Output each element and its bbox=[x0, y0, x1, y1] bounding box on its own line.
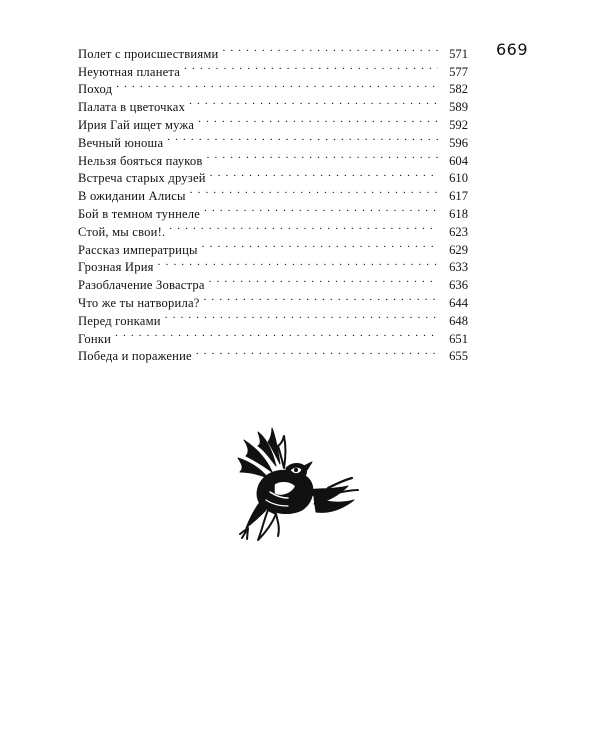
toc-entry-page: 604 bbox=[449, 153, 468, 168]
toc-entry-page: 582 bbox=[449, 82, 468, 97]
toc-entry-page: 589 bbox=[449, 100, 468, 115]
toc-entry bbox=[78, 325, 468, 346]
toc-entry-page: 623 bbox=[449, 224, 468, 239]
dot-leader bbox=[196, 343, 438, 361]
toc-entry-page: 648 bbox=[449, 313, 468, 328]
toc-entry-title: Ирия Гай ищет мужа bbox=[78, 117, 195, 132]
toc-entry bbox=[78, 40, 468, 61]
toc-entry-page: 651 bbox=[449, 331, 468, 346]
toc-entry-page: 655 bbox=[449, 349, 468, 364]
toc-entry-title: Стой, мы свои!. bbox=[78, 224, 166, 239]
toc-entry-page: 610 bbox=[449, 171, 468, 186]
toc-entry-page: 618 bbox=[449, 206, 468, 221]
toc-entry bbox=[78, 343, 468, 364]
toc-entry-title: Нельзя бояться пауков bbox=[78, 153, 203, 168]
dot-leader bbox=[169, 218, 438, 236]
toc-entry-title: В ожидании Алисы bbox=[78, 189, 186, 204]
dot-leader bbox=[115, 325, 438, 343]
toc-entry-title: Победа и поражение bbox=[78, 349, 192, 364]
toc-entry-title: Полет с происшествиями bbox=[78, 46, 219, 61]
toc-entry-title: Гонки bbox=[78, 331, 112, 346]
toc-entry-page: 617 bbox=[449, 189, 468, 204]
toc-entry bbox=[78, 93, 468, 115]
dot-leader bbox=[190, 182, 438, 200]
toc-entry-page: 592 bbox=[449, 117, 468, 132]
dot-leader bbox=[204, 289, 438, 307]
toc-entry-title: Вечный юноша bbox=[78, 135, 164, 150]
toc-entry-title: Поход bbox=[78, 82, 113, 97]
dot-leader bbox=[207, 147, 438, 165]
dot-leader bbox=[210, 165, 438, 183]
toc-entry-title: Перед гонками bbox=[78, 313, 161, 328]
dot-leader bbox=[209, 271, 438, 289]
dot-leader bbox=[198, 111, 438, 129]
dot-leader bbox=[184, 58, 438, 76]
dot-leader bbox=[167, 129, 438, 147]
toc-entry bbox=[78, 76, 468, 97]
flying-bird-icon bbox=[214, 418, 364, 554]
dot-leader bbox=[204, 200, 438, 218]
toc-entry-page: 596 bbox=[449, 135, 468, 150]
toc-entry-title: Рассказ императрицы bbox=[78, 242, 198, 257]
toc-entry-page: 577 bbox=[449, 64, 468, 79]
toc-entry-title: Разоблачение Зовастра bbox=[78, 278, 205, 293]
table-of-contents bbox=[78, 40, 468, 364]
toc-entry-title: Что же ты натворила? bbox=[78, 295, 200, 310]
toc-entry-page: 571 bbox=[449, 46, 468, 61]
dot-leader bbox=[165, 307, 438, 325]
toc-entry-title: Палата в цветочках bbox=[78, 100, 186, 115]
toc-entry-title: Встреча старых друзей bbox=[78, 171, 206, 186]
toc-entry-page: 636 bbox=[449, 278, 468, 293]
dot-leader bbox=[202, 236, 438, 254]
toc-entry-page: 629 bbox=[449, 242, 468, 257]
toc-entry-title: Неуютная планета bbox=[78, 64, 181, 79]
toc-entry-page: 633 bbox=[449, 260, 468, 275]
toc-entry-page: 644 bbox=[449, 295, 468, 310]
page-number: 669 bbox=[496, 40, 529, 59]
dot-leader bbox=[222, 40, 438, 58]
toc-entry-title: Грозная Ирия bbox=[78, 260, 154, 275]
toc-entry-title: Бой в темном туннеле bbox=[78, 206, 201, 221]
dot-leader bbox=[158, 254, 438, 272]
dot-leader bbox=[189, 93, 438, 111]
dot-leader bbox=[116, 76, 438, 94]
